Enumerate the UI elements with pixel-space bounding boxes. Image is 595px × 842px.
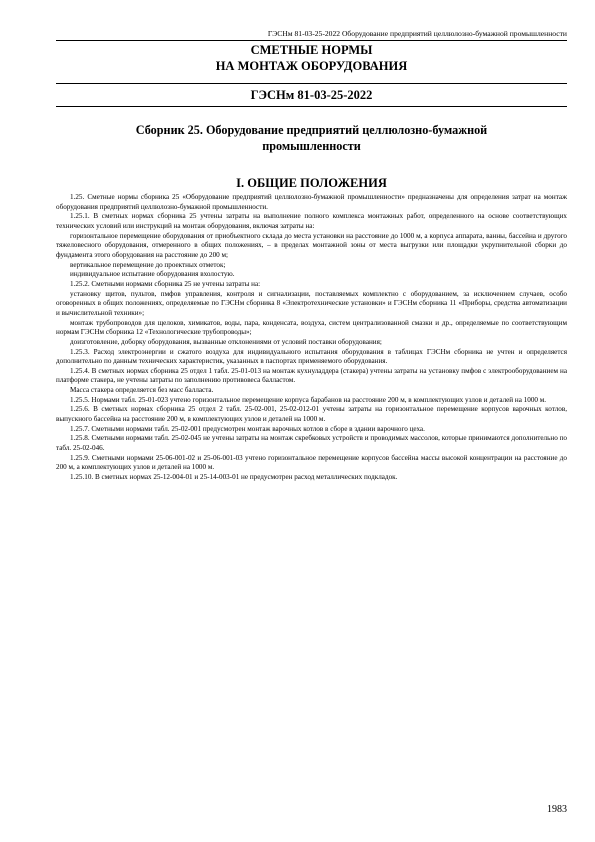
paragraph: 1.25.4. В сметных нормах сборника 25 отдел 1 табл. 25-01-013 на монтаж кухнуладдера (стакера) учтены затраты на установку пмфов с электрооборудованием на платформе стакера, не учтены затраты по заполнению противовеса балластом. xyxy=(56,366,567,385)
code-title: ГЭСНм 81-03-25-2022 xyxy=(250,88,373,102)
paragraph: 1.25.5. Нормами табл. 25-01-023 учтено горизонтальное перемещение корпуса барабанов на расстояние 200 м, в комплектующих узлов и деталей на 1000 м. xyxy=(70,395,547,404)
running-header: ГЭСНм 81-03-25-2022 Оборудование предприятий целлюлозно-бумажной промышленности xyxy=(267,29,567,38)
code-rule-top xyxy=(56,83,567,84)
paragraph: 1.25.10. В сметных нормах 25-12-004-01 и 25-14-003-01 не предусмотрен расход металлических подкладок. xyxy=(70,473,398,482)
paragraph: индивидуальное испытание оборудования вхолостую. xyxy=(70,270,235,279)
code-rule-bottom xyxy=(56,106,567,107)
paragraph: горизонтальное перемещение оборудования от приобъектного склада до места установки на расстояние до 1000 м, а корпуса аппарата, ванны, бассейна и другого тяжеловесного оборудования, отмеренного в общих положениях, – в пределах монтажной зоны от места выгрузки или площадки укрупнительной сборки до фундамента этого оборудования на расстояние до 200 м; xyxy=(56,231,567,259)
paragraph: 1.25.6. В сметных нормах сборника 25 отдел 2 табл. 25-02-001, 25-02-012-01 учтены затраты на горизонтальное перемещение корпусов варочных котлов, выпускного бассейна на расстояние 200 м, в комплектующих узлов и деталей на 1000 м. xyxy=(56,405,567,424)
collection-title-line-2: промышленности xyxy=(262,138,361,153)
body-text xyxy=(56,193,567,483)
paragraph: Масса стакера определяется без масс балласта. xyxy=(70,386,214,395)
paragraph: 1.25.8. Сметными нормами табл. 25-02-045 не учтены затраты на монтаж скребковых устройств и проводимых массолов, которые принимаются дополнительно по табл. 25-02-046. xyxy=(56,434,567,453)
paragraph: монтаж трубопроводов для щелоков, химикатов, воды, пара, конденсата, воздуха, систем централизованной смазки и др., определяемые по соответствующим нормам ГЭСНм сборника 12 «Технологические трубопроводы»; xyxy=(56,318,567,337)
paragraph: 1.25. Сметные нормы сборника 25 «Оборудование предприятий целлюлозно-бумажной промышленности» предназначены для определения затрат на монтаж оборудования предприятий целлюлозно-бумажной промышленности. xyxy=(56,193,567,211)
collection-title-line-1: Сборник 25. Оборудование предприятий целлюлозно-бумажной xyxy=(135,123,488,137)
paragraph: 1.25.2. Сметными нормами сборника 25 не учтены затраты на: xyxy=(70,279,261,288)
header-rule xyxy=(56,40,567,41)
main-title-line-2: НА МОНТАЖ ОБОРУДОВАНИЯ xyxy=(215,59,408,73)
main-title-line-1: СМЕТНЫЕ НОРМЫ xyxy=(250,43,373,57)
collection-title xyxy=(90,123,533,154)
paragraph: 1.25.1. В сметных нормах сборника 25 учтены затраты на выполнение полного комплекса монтажных работ, определенного на основе соответствующих технических условий или инструкций на монтаж оборудования, включая затраты на: xyxy=(56,212,567,230)
paragraph: доизготовление, доборку оборудования, вызванные отклонениями от условий поставки оборудования; xyxy=(70,337,382,346)
section-heading: I. ОБЩИЕ ПОЛОЖЕНИЯ xyxy=(236,176,387,190)
paragraph: 1.25.7. Сметными нормами табл. 25-02-001 предусмотрен монтаж варочных котлов в сборе в здании варочного цеха. xyxy=(70,424,425,433)
paragraph: 1.25.3. Расход электроэнергии и сжатого воздуха для индивидуального испытания оборудования в таблицах ГЭСНм сборника не учтен и определяется дополнительно по данным технических характеристик, указанных в паспортах применяемого оборудования. xyxy=(56,347,567,366)
paragraph: 1.25.9. Сметными нормами 25-06-001-02 и 25-06-001-03 учтено горизонтальное перемещение корпусов бассейна массы высокой концентрации на расстояние до 200 м, а комплектующих узлов и деталей на 1000 м. xyxy=(56,453,567,472)
paragraph: установку щитов, пультов, пмфов управления, контроля и сигнализации, поставляемых комплектно с оборудованием, за исключением случаев, особо оговоренных в общих положениях, определяемые по ГЭСНм сборника 8 «Электротехнические установки» и ГЭСНм сборника 11 «Приборы, средства автоматизации и вычислительной техники»; xyxy=(56,289,567,317)
main-title xyxy=(56,42,567,74)
page-number: 1983 xyxy=(547,804,567,815)
paragraph: вертикальное перемещение до проектных отметок; xyxy=(70,260,226,269)
